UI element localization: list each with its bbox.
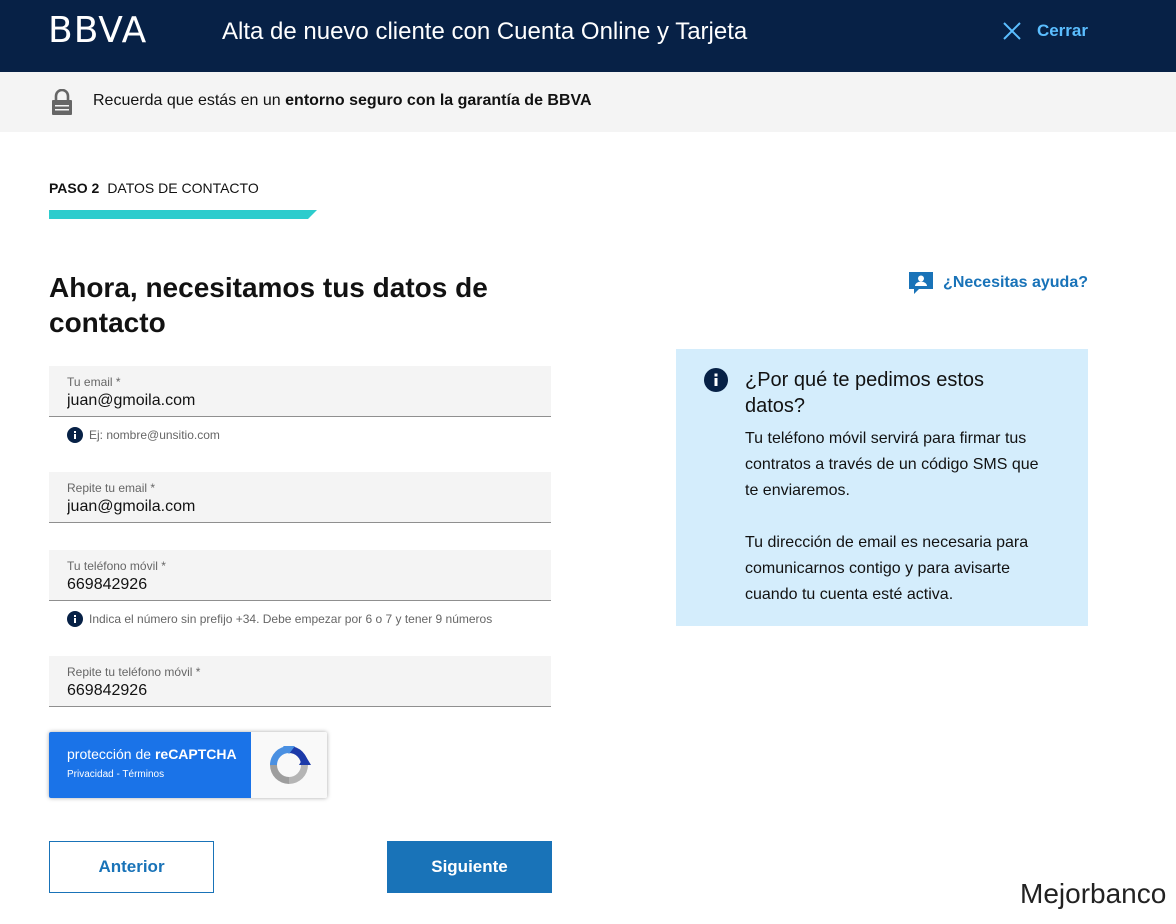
email-hint <box>67 427 220 443</box>
recaptcha-badge[interactable] <box>49 732 327 798</box>
security-text <box>93 92 592 110</box>
phone-label: Tu teléfono móvil * <box>67 559 166 573</box>
recaptcha-links[interactable]: Privacidad - Términos <box>67 769 165 780</box>
close-label: Cerrar <box>1036 21 1088 40</box>
close-icon <box>1001 20 1023 42</box>
next-button[interactable]: Siguiente <box>387 841 552 893</box>
recaptcha-title <box>67 746 237 762</box>
email-repeat-label: Repite tu email * <box>67 481 156 495</box>
lock-icon <box>50 89 74 115</box>
info-icon <box>704 368 728 392</box>
recaptcha-logo-area <box>251 732 327 798</box>
info-paragraph-phone: Tu teléfono móvil servirá para firmar tus contratos a través de un código SMS que te enviaremos. <box>745 430 1039 499</box>
bbva-logo[interactable]: BBVA <box>48 10 148 51</box>
step-name: DATOS DE CONTACTO <box>107 180 259 196</box>
step-number: PASO 2 <box>49 180 100 196</box>
info-paragraph-email: Tu dirección de email es necesaria para comunicarnos contigo y para avisarte cuando tu cuenta esté activa. <box>745 534 1029 603</box>
help-link[interactable] <box>909 272 1088 294</box>
phone-repeat-label: Repite tu teléfono móvil * <box>67 665 201 679</box>
info-icon <box>67 427 83 443</box>
info-panel <box>676 349 1088 626</box>
phone-repeat-input[interactable] <box>67 682 537 700</box>
previous-button[interactable]: Anterior <box>49 841 214 893</box>
email-repeat-field[interactable] <box>49 472 551 523</box>
help-icon <box>909 272 933 294</box>
recaptcha-title-prefix: protección de <box>67 746 155 762</box>
email-input[interactable] <box>67 392 537 410</box>
phone-input[interactable] <box>67 576 537 594</box>
phone-repeat-field[interactable] <box>49 656 551 707</box>
info-icon <box>67 611 83 627</box>
form-heading: Ahora, necesitamos tus datos de contacto <box>49 272 488 338</box>
email-field[interactable] <box>49 366 551 417</box>
phone-hint <box>67 611 492 627</box>
top-bar <box>0 0 1176 72</box>
recaptcha-title-bold: reCAPTCHA <box>154 746 237 762</box>
phone-hint-text: Indica el número sin prefijo +34. Debe empezar por 6 o 7 y tener 9 números <box>89 612 493 626</box>
step-progress-bar <box>49 210 317 219</box>
security-text-prefix: Recuerda que estás en un <box>93 92 286 109</box>
step-indicator <box>49 180 259 196</box>
info-title: ¿Por qué te pedimos estos datos? <box>745 369 985 417</box>
recaptcha-icon <box>265 742 313 788</box>
email-hint-text: Ej: nombre@unsitio.com <box>89 428 220 442</box>
close-button[interactable] <box>1001 20 1088 42</box>
email-repeat-input[interactable] <box>67 498 537 516</box>
help-label: ¿Necesitas ayuda? <box>943 274 1088 291</box>
email-label: Tu email * <box>67 375 121 389</box>
page-title: Alta de nuevo cliente con Cuenta Online y Tarjeta <box>222 18 748 45</box>
mejorbanco-watermark: Mejorbanco <box>1020 878 1167 909</box>
security-text-bold: entorno seguro con la garantía de BBVA <box>285 92 592 109</box>
recaptcha-panel <box>49 732 251 798</box>
phone-field[interactable] <box>49 550 551 601</box>
security-banner <box>0 72 1176 132</box>
